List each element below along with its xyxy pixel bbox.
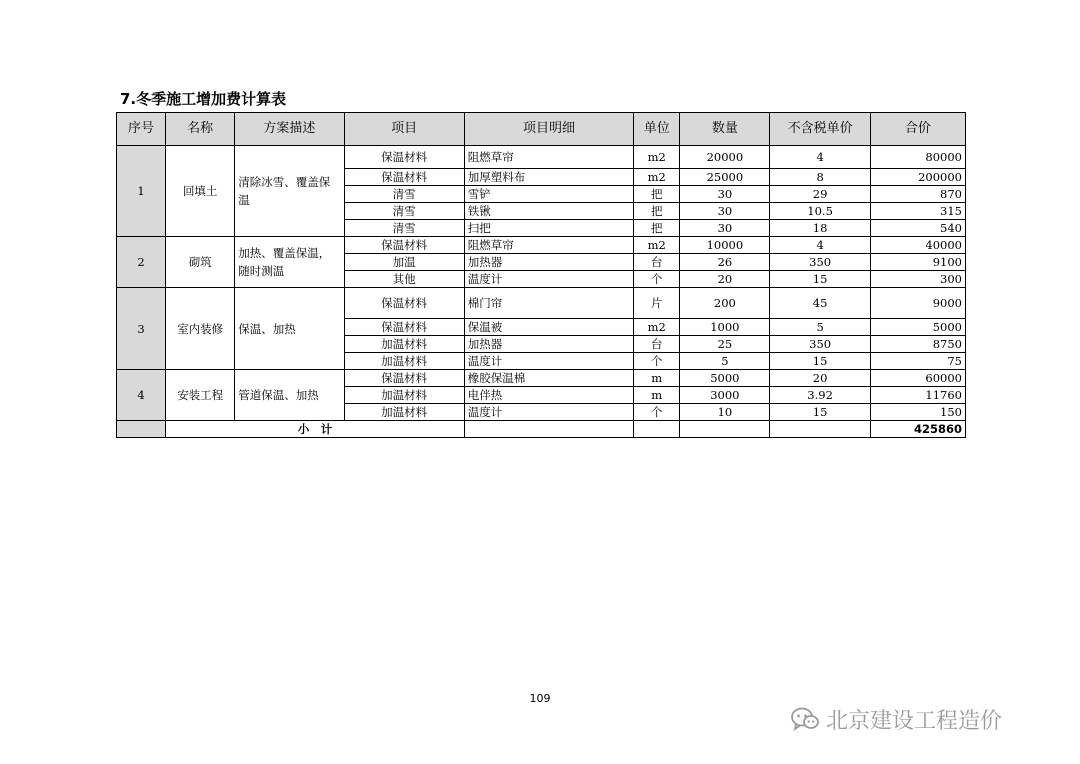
cell-detail: 加热器 xyxy=(464,254,633,271)
cell-detail: 加热器 xyxy=(464,336,633,353)
cell-qty: 3000 xyxy=(680,387,770,404)
group-desc: 管道保温、加热 xyxy=(235,370,344,421)
cell-price: 4 xyxy=(770,146,870,169)
cell-item: 加温材料 xyxy=(344,336,464,353)
cell-item: 其他 xyxy=(344,271,464,288)
group-desc: 清除冰雪、覆盖保温 xyxy=(235,146,344,237)
cell-unit: 把 xyxy=(634,220,680,237)
cell-item: 加温 xyxy=(344,254,464,271)
cell-unit: m2 xyxy=(634,169,680,186)
subtotal-label: 小 计 xyxy=(166,421,465,438)
cell-price: 15 xyxy=(770,271,870,288)
col-header-detail: 项目明细 xyxy=(464,113,633,146)
cell-qty: 25000 xyxy=(680,169,770,186)
cell-unit: m2 xyxy=(634,146,680,169)
cell-total: 60000 xyxy=(870,370,965,387)
watermark-text: 北京建设工程造价 xyxy=(826,708,1003,734)
group-name: 安装工程 xyxy=(166,370,235,421)
cell-item: 保温材料 xyxy=(344,146,464,169)
group-desc: 保温、加热 xyxy=(235,288,344,370)
cell-detail: 保温被 xyxy=(464,319,633,336)
cell-unit: m xyxy=(634,370,680,387)
cell-qty: 5 xyxy=(680,353,770,370)
cell-item: 保温材料 xyxy=(344,237,464,254)
cell-qty: 10 xyxy=(680,404,770,421)
cell-total: 870 xyxy=(870,186,965,203)
cell-unit: 台 xyxy=(634,254,680,271)
cell-item: 保温材料 xyxy=(344,169,464,186)
table-title: 7.冬季施工增加费计算表 xyxy=(120,90,287,108)
col-header-unit: 单位 xyxy=(634,113,680,146)
cell-unit: 个 xyxy=(634,271,680,288)
table-row xyxy=(117,288,966,319)
col-header-name: 名称 xyxy=(166,113,235,146)
table-row xyxy=(117,237,966,254)
subtotal-value: 425860 xyxy=(870,421,965,438)
cell-item: 保温材料 xyxy=(344,319,464,336)
cell-unit: m2 xyxy=(634,237,680,254)
cell-qty: 30 xyxy=(680,220,770,237)
cell-qty: 1000 xyxy=(680,319,770,336)
winter-construction-cost-table xyxy=(116,112,966,438)
group-desc: 加热、覆盖保温，随时测温 xyxy=(235,237,344,288)
cell-total: 75 xyxy=(870,353,965,370)
table-row xyxy=(117,370,966,387)
subtotal-empty-cell xyxy=(464,421,633,438)
subtotal-empty-cell xyxy=(634,421,680,438)
cell-qty: 20000 xyxy=(680,146,770,169)
cell-total: 200000 xyxy=(870,169,965,186)
cell-qty: 26 xyxy=(680,254,770,271)
cell-qty: 30 xyxy=(680,186,770,203)
cell-price: 350 xyxy=(770,254,870,271)
cell-total: 540 xyxy=(870,220,965,237)
cell-price: 5 xyxy=(770,319,870,336)
subtotal-row xyxy=(117,421,966,438)
group-no: 1 xyxy=(117,146,166,237)
cell-price: 350 xyxy=(770,336,870,353)
cell-unit: 台 xyxy=(634,336,680,353)
cell-detail: 温度计 xyxy=(464,404,633,421)
cell-item: 加温材料 xyxy=(344,353,464,370)
cell-total: 40000 xyxy=(870,237,965,254)
cell-price: 29 xyxy=(770,186,870,203)
cell-qty: 30 xyxy=(680,203,770,220)
cell-unit: m2 xyxy=(634,319,680,336)
watermark xyxy=(790,704,1002,734)
cell-item: 保温材料 xyxy=(344,288,464,319)
col-header-no: 序号 xyxy=(117,113,166,146)
col-header-desc: 方案描述 xyxy=(235,113,344,146)
cell-detail: 雪铲 xyxy=(464,186,633,203)
group-name: 回填土 xyxy=(166,146,235,237)
cell-unit: 把 xyxy=(634,186,680,203)
cell-price: 15 xyxy=(770,353,870,370)
cell-total: 315 xyxy=(870,203,965,220)
subtotal-empty-cell xyxy=(680,421,770,438)
cell-price: 15 xyxy=(770,404,870,421)
cell-detail: 温度计 xyxy=(464,353,633,370)
cell-total: 80000 xyxy=(870,146,965,169)
cell-total: 150 xyxy=(870,404,965,421)
cell-price: 3.92 xyxy=(770,387,870,404)
cell-item: 加温材料 xyxy=(344,387,464,404)
group-name: 室内装修 xyxy=(166,288,235,370)
cell-item: 清雪 xyxy=(344,203,464,220)
cell-detail: 棉门帘 xyxy=(464,288,633,319)
cell-unit: 把 xyxy=(634,203,680,220)
cell-qty: 10000 xyxy=(680,237,770,254)
cell-total: 5000 xyxy=(870,319,965,336)
cell-total: 300 xyxy=(870,271,965,288)
subtotal-no-cell xyxy=(117,421,166,438)
col-header-qty: 数量 xyxy=(680,113,770,146)
cell-item: 清雪 xyxy=(344,220,464,237)
cell-detail: 扫把 xyxy=(464,220,633,237)
table-header-row xyxy=(117,113,966,146)
cell-detail: 温度计 xyxy=(464,271,633,288)
subtotal-empty-cell xyxy=(770,421,870,438)
group-no: 2 xyxy=(117,237,166,288)
cell-item: 加温材料 xyxy=(344,404,464,421)
cell-item: 清雪 xyxy=(344,186,464,203)
cell-unit: 个 xyxy=(634,404,680,421)
cell-price: 8 xyxy=(770,169,870,186)
cell-total: 8750 xyxy=(870,336,965,353)
cell-detail: 阻燃草帘 xyxy=(464,237,633,254)
cell-detail: 电伴热 xyxy=(464,387,633,404)
cell-qty: 20 xyxy=(680,271,770,288)
page-number: 109 xyxy=(529,692,551,705)
table-row xyxy=(117,146,966,169)
group-no: 4 xyxy=(117,370,166,421)
group-no: 3 xyxy=(117,288,166,370)
col-header-total: 合价 xyxy=(870,113,965,146)
group-name: 砌筑 xyxy=(166,237,235,288)
col-header-item: 项目 xyxy=(344,113,464,146)
cell-unit: m xyxy=(634,387,680,404)
cell-item: 保温材料 xyxy=(344,370,464,387)
cell-detail: 加厚塑料布 xyxy=(464,169,633,186)
col-header-price: 不含税单价 xyxy=(770,113,870,146)
cell-qty: 25 xyxy=(680,336,770,353)
cell-price: 10.5 xyxy=(770,203,870,220)
cell-price: 20 xyxy=(770,370,870,387)
cell-qty: 5000 xyxy=(680,370,770,387)
cell-detail: 铁锹 xyxy=(464,203,633,220)
cell-price: 4 xyxy=(770,237,870,254)
cell-total: 9100 xyxy=(870,254,965,271)
cell-unit: 个 xyxy=(634,353,680,370)
cell-total: 9000 xyxy=(870,288,965,319)
cell-price: 18 xyxy=(770,220,870,237)
cell-detail: 阻燃草帘 xyxy=(464,146,633,169)
cell-detail: 橡胶保温棉 xyxy=(464,370,633,387)
cell-unit: 片 xyxy=(634,288,680,319)
cell-qty: 200 xyxy=(680,288,770,319)
cell-total: 11760 xyxy=(870,387,965,404)
wechat-icon xyxy=(790,706,820,732)
cell-price: 45 xyxy=(770,288,870,319)
